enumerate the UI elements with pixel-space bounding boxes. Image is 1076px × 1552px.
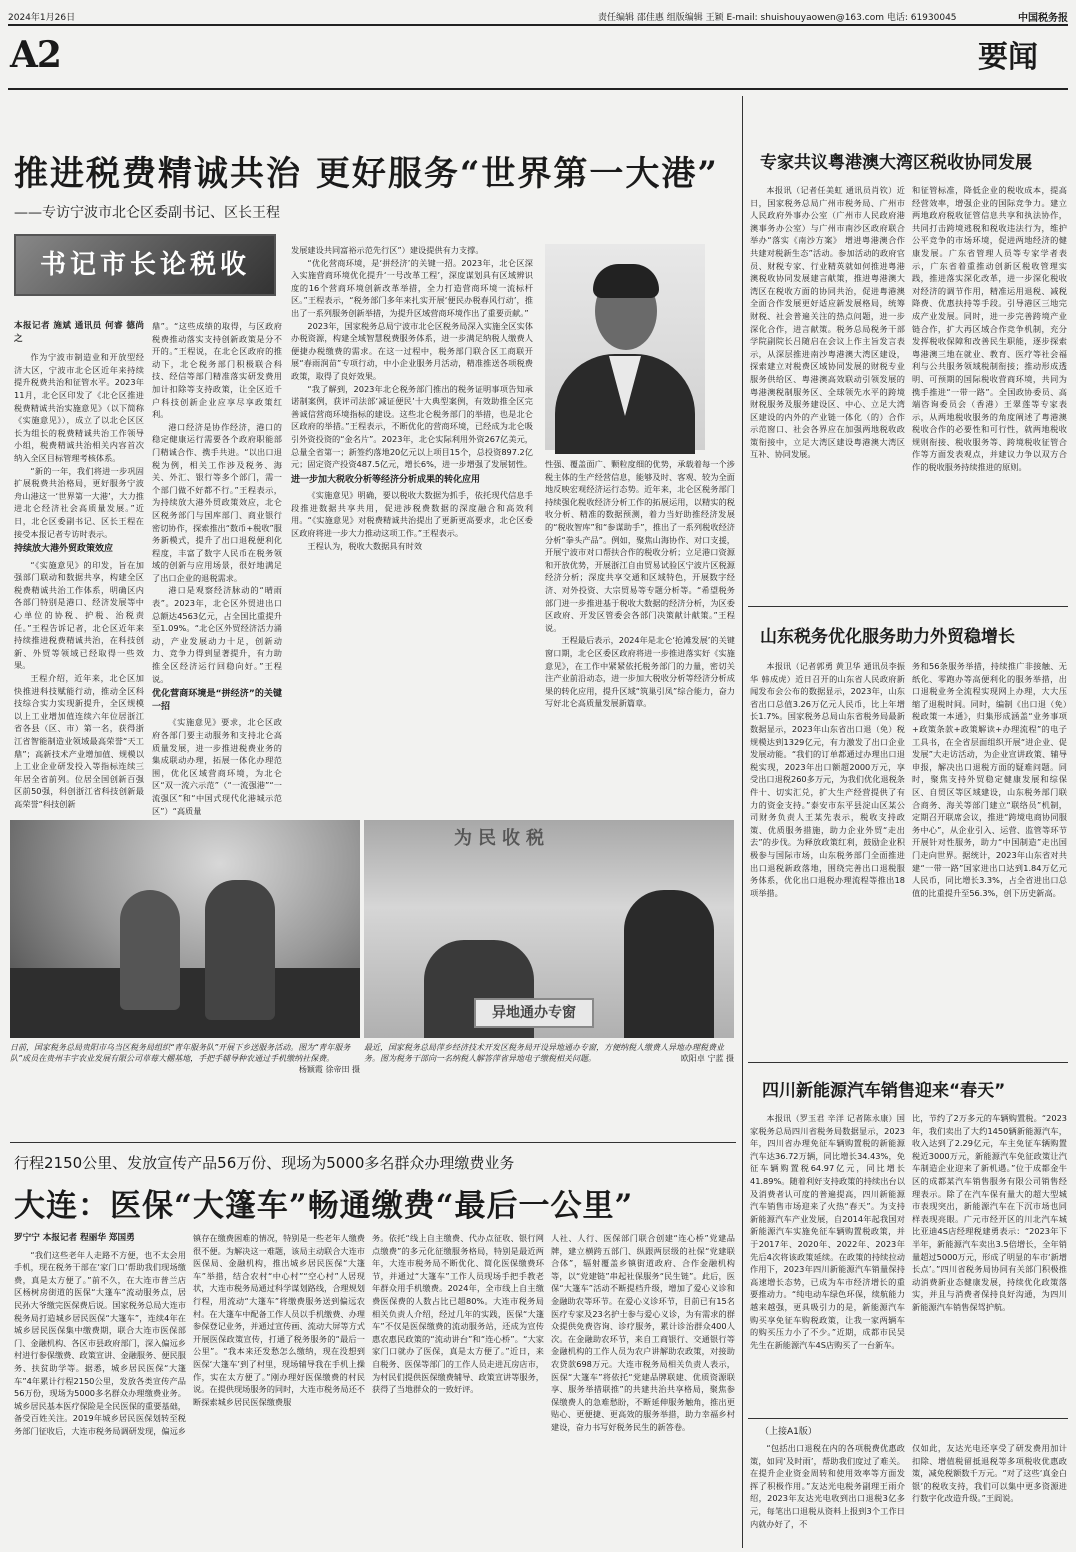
- article-shandong-col2: [912, 660, 1067, 1056]
- caption-right-text: 最近，国家税务总局萍乡经济技术开发区税务局开设异地通办专窗，方便纳税人缴费人异地办理税费业务。图为税务干部向一名纳税人解答萍省异地电子缴税相关问题。: [364, 1043, 724, 1063]
- editor-info: 责任编辑 邵佳惠 组版编辑 王颖 E-mail: shuishouyaowen@163.com 电话: 61930045: [598, 13, 957, 23]
- article-bay-area-headline: 专家共议粤港澳大湾区税收协同发展: [760, 153, 1032, 173]
- lead-paragraph: 港口经济是协作经济，港口的稳定健康运行需要各个政府职能部门精诚合作、携手共进。“以出口退税为例，相关工作涉及税务、海关、外汇、银行等多个部门，需一个部门做不好都不行。”王程表示，为持续放大港外贸政策效应，北仑区税务部门与国库部门、商业银行密切协作，探索推出“数币+税收”服务新模式，提升了出口退税便利化程度，丰富了数字人民币在税务领域的创新与应用场景，很好地满足了出口企业的退税需求。: [152, 421, 282, 583]
- article-paragraph: 本报讯（罗玉君 辛洋 记者陈永康）国家税务总局四川省税务局数据显示，2023年，四川省办理免征车辆购置税的新能源汽车达36.72万辆，同比增长34.43%，免征车辆购置税64.97亿元，同比增长41.89%。随着利好支持政策的持续出台以及消费者认可度的普遍提高，四川新能源汽车销售市场迎来了火热“春天”。为支持新能源汽车产业发展，自2014年起我国对新能源汽车实施免征车辆购置税政策，并于2017年、2020年、2022年、2023年先后4次将该政策延续。在政策的持续拉动作用下，2023年四川新能源汽车销量保持高速增长态势，已成为车市经济增长的重要推动力。“纯电动车绿色环保，续航能力越来越强，更具吸引力的是，新能源汽车购买享免征车购税政策，让我一家两辆车的购买压力小了不少。”近期，成都市民吴先生在新能源汽车4S店购买了一台新车。: [750, 1113, 905, 1350]
- article-paragraph: 人社、人行、医保部门联合创建“连心桥”党建品牌，建立横跨五部门、纵跟两层级的社保“党建联合体”，辐射覆盖乡镇街道政府、合作金融机构等，以“党建链”串起社保服务“民生链”。此后，医保“大篷车”活动不断提档升级，增加了爱心义诊和金融助农等环节。在爱心义诊环节，目前已有15名医疗专家及23名护士参与爱心义诊，为有需求的群众提供免费咨询、诊疗服务，累计诊治群众400人次。在金融助农环节，来自工商银行、交通银行等金融机构的工作人员为农户讲解助农政策，对接助农贷款698万元。大连市税务局相关负责人表示，医保“大篷车”将依托“党建品牌联建、优质资源联享、服务举措联推”的共建共治共享格局，聚焦参保缴费人的急难愁盼，不断延伸服务触角，推出更贴心、更便捷、更高效的服务举措，助力幸福乡村建设，奋力书写好税务民生的新答卷。: [551, 1233, 735, 1432]
- caption-left-text: 日前，国家税务总局贵阳市乌当区税务局组织“青年服务队”开展下乡送服务活动。图为“青年服务队”成员在贵州丰宇农业发展有限公司草莓大棚基地，手把手辅导种农通过手机缴纳社保费。: [10, 1043, 351, 1063]
- lead-paragraph: 王程最后表示，2024年是北仑‘抢滩发展’的关键窗口期，北仑区委区政府将进一步推进落实好《实施意见》，在工作中紧紧依托税务部门的力量，密切关注产业前沿动态，进一步加大税收分析等经济分析成果的转化应用，提升区域“筑巢引凤”综合能力，奋力写好北仑高质量发展新篇章。: [545, 635, 735, 709]
- portrait-hair: [593, 264, 659, 298]
- article-paragraph: 和征管标准，降低企业的税收成本，提高经营效率，增强企业的国际竞争力。建立两地政府税收征管信息共享和执法协作，共同打击跨境逃税和税收违法行为，维护公平竞争的市场环境，促进两地经济的健康发展。广东省管理人员等专家学者表示，广东省着重推动创新区税收管理实践，推进落实深化改革，进一步深化税收对经济的调节作用，精准运用退税、减税降费、优惠扶持等手段。引导港区三地完成产业发展。同时，进一步完善跨境产业链合作，扩大再区域合作竞争机制，充分发挥税收保障和改善民生职能，逐步探索粤港澳三地在就业、教育、医疗等社会福利与公共服务领域税制衔接；推动形成透明、可预期的国际税收营商环境，共同为携手推进“一带一路”。全国政协委员、高端咨询委员会（香港）王翠莲等专家表示，从两地税收服务的角度阐述了粤港澳税收合作的必要性和可行性，就两地税收规则衔接、税收服务等、跨境税收征管合作等方面发表观点，并建议力争以双方合作的税收服务持续推进的原则。: [912, 185, 1067, 473]
- photo-greenhouse-officer: [120, 890, 180, 1010]
- article-paragraph: 仅如此，友达光电还享受了研发费用加计扣除、增值税留抵退税等多项税收优惠政策，减免税额数千万元。“对了这些‘真金白银’的税收支持，我们可以集中更多资源进行数字化改造升级。”王阎说。: [912, 1443, 1067, 1504]
- article-shandong-headline: 山东税务优化服务助力外贸稳增长: [760, 627, 1015, 647]
- dalian-byline: 罗宁宁 本报记者 程丽华 郑国勇: [14, 1233, 135, 1243]
- lead-paragraph: 王程介绍，近年来，北仑区加快推进科技赋能行动，推动全区科技综合实力实现新提升，全区规模以上工业增加值连续六年位居浙江省各县（区、市）第一名，获得浙江省智能制造业领域最高荣誉“天工鼎”；高新技术产业增加值、规模以上工业企业研发投入等指标连续三年居全省前列。位居全国创新百强区前50强，科创浙江省科技创新最高荣誉“科技创新: [14, 673, 144, 809]
- lead-paragraph: 发展建设共同富裕示范先行区”）建设提供有力支撑。: [291, 245, 484, 255]
- lead-paragraph: 王程认为，税收大数据具有时效: [307, 540, 423, 551]
- article-paragraph: “我们这些老年人走路不方便，也不太会用手机，现在税务干部在‘家门口’帮助我们现场缴费，真是太方便了。”前不久，在大连市普兰店区杨树房街道的医保“大篷车”流动服务点，居民孙大爷缴完医保费后说。国家税务总局大连市税务局打造城乡居民医保“大篷车”，连续4年在城乡居民医保集中缴费期，联合大连市医保部门、金融机构、各区市县政府部门，深入偏远乡村进行参保缴费、政策宣讲、金融服务、便民服务、扶贫助学等。据悉，城乡居民医保“大篷车”4年累计行程2150公里，发放各类宣传产品56万份，现场为5000多名群众办理缴费业务。城乡居民基本医疗保险是全民医保的重要基础，备受百姓关注。2019年城乡居民医保划转至税务部门征收后，大连市税务局调研发现，偏远乡: [14, 1249, 186, 1436]
- continued-label: （上接A1版）: [760, 1427, 817, 1437]
- top-rule: [8, 24, 1068, 26]
- photo-window-sign: 异地通办专窗: [474, 998, 594, 1028]
- article-paragraph: 务和56条服务举措，持续推广非接触、无纸化、零跑办等高便利化的服务举措，出口退税业务全流程实现网上办理，大大压缩了退税时间。同时，编制《出口退（免）税政策一本通》，归集形成涵盖“业务事项+政策条款+政策解读+办理流程”的电子工具书，在全省层面组织开展“进企业、促发展”大走访活动，为企业宣讲政策、辅导申报，解决出口退税方面的疑难问题。同时，聚焦支持外贸稳定健康发展和综保区、自贸区等区域建设，山东税务部门联合商务、海关等部门建立“联络员”机制，定期召开联席会议，推进“跨境电商协同服务中心”，从企业引入、运营、监管等环节开展针对性服务，助力“中国制造”走出国门走向世界。据统计，2023年山东省对共建“一带一路”国家进出口达到1.84万亿元人民币，同比增长3.3%，占全省进出口总值的比重提升至56.3%，创下历史新高。: [912, 661, 1067, 898]
- lead-paragraph: 性强、覆盖面广、颗粒度细的优势，承载着每一个涉税主体的生产经营信息，能够及时、客观、较为全面地反映宏观经济运行态势。近年来，北仑区税务部门持续强化税收经济分析工作的拓展运用，以精实的税收分析、精准的数据预测，着力当好助推经济发展的“税收智库”和“参谋助手”，推出了一系列税收经济分析“拳头产品”。例如，聚焦山海协作、对口支援，开展宁波市对口帮扶合作的税收分析；立足港口资源和开放优势，开展浙江自由贸易试验区宁波片区税源经济分析；深度共享交通和区域特色，开展数字经济、对外投资、大宗贸易等专题分析等。“希望税务部门进一步推进基于税收大数据的经济分析，为区委区政府、开发区管委会各部门决策献计献策。”王程说。: [545, 459, 735, 633]
- lead-subheadline: ——专访宁波市北仑区委副书记、区长王程: [14, 205, 280, 221]
- lead-headline: 推进税费精诚共治 更好服务“世界第一大港”: [14, 154, 719, 194]
- lead-paragraph: “优化营商环境，是‘拼经济’的关键一招。2023年，北仑区深入实施营商环境优化提升‘一号改革工程’，深度谋划具有区域辨识度的16个营商环境创新改革举措，全力打造营商环境一流标杆区。”王程表示，“税务部门多年来扎实开展‘便民办税春风行动’，推出了一系列服务创新举措，为提升区域营商环境作出了重要贡献。”: [291, 257, 533, 318]
- lead-paragraph: “我了解到，2023年北仑税务部门推出的税务证明事项告知承诺制案例，获评司法部‘减证便民’十大典型案例，有效助推全区完善诚信营商环境指标的建设。这些北仑税务部门的举措，也是北仑区政府的举措。”王程表示，不断优化的营商环境，已经成为北仑吸引外资投资的“金名片”。2023年，北仑实际利用外资267亿美元，总量全省第一；新签约落地20亿元以上项目15个，总投资897.2亿元；固定资产投资487.5亿元，增长6%，进一步增强了发展韧性。: [291, 383, 533, 470]
- caption-left: [10, 1042, 360, 1086]
- lead-subhead: 进一步加大税收分析等经济分析成果的转化应用: [291, 474, 481, 485]
- lead-column-4: [545, 458, 735, 797]
- lead-paragraph: 2023年，国家税务总局宁波市北仑区税务局深入实施全区实体办税资源，构建全域智慧税费服务体系，进一步满足纳税人缴费人便捷办税缴费的需求。在这一过程中，税务部门联合区工商联开展“春雨润苗”专项行动，中小企业服务月活动，精准推送各项税费政策，取得了良好效果。: [291, 320, 533, 381]
- dalian-headline: 大连：医保“大篷车”畅通缴费“最后一公里”: [14, 1188, 634, 1224]
- lead-paragraph: 作为宁波市制造业和开放型经济大区，宁波市北仑区近年来持续提升税费共治和征管水平。2023年11月，北仑区印发了《北仑区推进税费精诚共治实施意见》（以下简称《实施意见》），成立了以北仑区区长为组长的税费精诚共治工作领导小组，税费精诚共治相关内容首次纳入全区目标管理考核体系。: [14, 352, 144, 463]
- article-paragraph: 比，节约了2万多元的车辆购置税。“2023年，我们卖出了大约1450辆新能源汽车，收入达到了2.29亿元，车主免征车辆购置税近3000万元，新能源汽车免征政策让汽车制造企业迎来了新机遇。”位于成都金牛区的成都某汽车销售服务有限公司销售经理表示。除了在汽车保有量大的超大型城市表现突出，新能源汽车在下沉市场也同样表现亮眼。广元市经开区的川北汽车城比亚迪4S店经理税建勇表示：“2023年下半年，新能源汽车卖出3.5倍增长，全年销量超过5000万元，形成了明显的车市‘新增长点’。”四川省税务局协同有关部门积极推动消费新业态健康发展，持续优化政策落实，并且与消费者保持良好沟通，为四川新能源汽车销售保驾护航。: [912, 1113, 1067, 1312]
- photo-sign-text: 为民收税: [454, 828, 550, 849]
- caption-right-credit: 欧阳卓 宁蓝 摄: [680, 1054, 734, 1063]
- photo-service-counter: [364, 820, 734, 1038]
- dalian-col4: [551, 1232, 735, 1548]
- lead-column-1: [14, 320, 144, 809]
- column-banner: 书记市长论税收: [14, 234, 276, 296]
- photo-greenhouse: [10, 820, 360, 1038]
- right-column-divider: [742, 96, 743, 1548]
- article-paragraph: 本报讯（记者郭勇 黄卫华 通讯员李振华 韩成虎）近日召开的山东省人民政府新闻发布会公布的数据显示，2023年，山东省出口总值3.26万亿元人民币，比上年增长1.7%。国家税务总局山东省税务局最新数据显示，2023年山东省出口退（免）税规模达到1329亿元，有力激发了出口企业发展动能。“我们的订单都通过办理出口退税实现，2023年出口额超2000万元，享受出口退税260多万元，为我们优化退税条件十、切实汇兑，扩大生产经营提供了有力的资金支持。”泰安市东平县淀山区某公司财务负责人王某先表示，税收支持政策、优质服务措施，助力企业外贸“走出去”的步伐。为释放政策红利，鼓励企业积极参与国际市场，山东税务部门全面推进出口退税新政落地，围绕完善出口退税服务体系，优化出口退税办理流程等推出18项举措。: [750, 661, 905, 898]
- lead-column-2: [152, 320, 282, 816]
- dalian-col2: [193, 1232, 365, 1548]
- lead-paragraph: “新的一年，我们将进一步巩固扩展税费共治格局，更好服务宁波舟山港这一‘世界第一大港’，大力推进北仑经济社会高质量发展。”近日，北仑区委副书记、区长王程在接受本报记者专访时表示。: [14, 465, 144, 539]
- article-shandong-col1: [750, 660, 905, 1056]
- paper-name: 中国税务报: [1018, 13, 1068, 24]
- divider-1: [748, 606, 1068, 607]
- lead-paragraph: 港口是观察经济脉动的“晴雨表”。2023年，北仑区外贸进出口总额达4563亿元，占全国比重提升至1.09%。“北仑区外贸经济活力涌动，产业发展动力十足，创新动力、竞争力得到显著提升，有力助推全区经济运行回稳向好。”王程说。: [152, 585, 282, 684]
- article-sichuan-col1: [750, 1112, 905, 1412]
- section-title: 要闻: [978, 40, 1038, 75]
- issue-date: 2024年1月26日: [8, 13, 76, 23]
- lead-subhead: 持续放大港外贸政策效应: [14, 544, 114, 555]
- lead-paragraph: 《实施意见》要求，北仑区政府各部门要主动服务和支持北仑高质量发展，进一步推进税费业务的集成联动办理，拓展一体化办理范围，优化区域营商环境，为北仑区“双一流六示范”（“一流强港”“一流强区”和“中国式现代化港城示范区”）“高质量: [152, 717, 282, 816]
- masthead-bar: [8, 6, 1068, 24]
- article-sichuan-col2: [912, 1112, 1067, 1412]
- section-rule: [8, 88, 1068, 90]
- lead-byline: 本报记者 施斌 通讯员 何睿 德尚之: [14, 321, 144, 344]
- lead-paragraph: “《实施意见》的印发，旨在加强部门联动和数据共享，构建全区税费精诚共治工作体系，明确区内各部门特别是港口、经济发展等中心单位的协税、护税、治税责任。”王程告诉记者，北仑区近年来持续推进税费精诚共治，在科技创新、外贸等领域已经取得一些效果。: [14, 559, 144, 671]
- lead-subhead: 优化营商环境是“拼经济”的关键一招: [152, 689, 282, 712]
- continued-col2: [912, 1442, 1067, 1546]
- lead-column-3: [291, 244, 533, 797]
- photo-greenhouse-farmer: [205, 880, 275, 1020]
- article-paragraph: 镇存在缴费困难的情况，特别是一些老年人缴费很不便。为解决这一难题，该局主动联合大连市医保局、金融机构，推出城乡居民医保“大篷车”举措，结合农村“中心村”“空心村”人居现状，大连市税务局通过科学谋划路线，合理规划行程，用流动“大篷车”将缴费服务送到偏远农村。在大篷车中配备工作人员以手机缴费、办理参保登记业务，并通过宣传画、流动大屏等方式开展医保政策宣传，打通了税务服务的“最后一公里”。“我本来还发愁怎么缴纳，现在没想到医保‘大篷车’到了村里，现场辅导我在手机上操作，实在太方便了。”刚办理好医保缴费的村民说。在提供现场服务的同时，大连市税务局还不断探索城乡居民医保缴费服: [193, 1233, 365, 1407]
- dalian-pre-headline: 行程2150公里、发放宣传产品56万份、现场为5000多名群众办理缴费业务: [14, 1154, 515, 1172]
- article-paragraph: “包括出口退税在内的各项税费优惠政策，如同‘及时雨’，帮助我们度过了难关。在提升企业资金周转和使用效率等方面发挥了积极作用。”友达光电税务副理王雨介绍，2023年友达光电收到出口退税3亿多元，每笔出口退税从资料上报到3个工作日内就办好了，不: [750, 1443, 905, 1529]
- page-number: A2: [10, 34, 61, 76]
- caption-right: [364, 1042, 734, 1086]
- portrait-photo: [545, 244, 705, 450]
- photo-customer: [624, 890, 714, 1038]
- dalian-col1: [14, 1232, 186, 1548]
- lead-paragraph: 鼎”。“这些成绩的取得，与区政府税费推动落实支持创新政策是分不开的。”王程说，在北仑区政府的推动下，北仑税务部门积极联合科技、经信等部门精准落实研发费用加计扣除等支持政策，让全区近千户科技创新企业应享尽享政策红利。: [152, 321, 282, 420]
- divider-dalian: [10, 1142, 736, 1143]
- caption-left-credit: 杨颖霞 徐帝田 摄: [298, 1065, 360, 1074]
- article-bay-area-col2: [912, 184, 1067, 600]
- divider-2: [748, 1062, 1068, 1063]
- article-sichuan-headline: 四川新能源汽车销售迎来“春天”: [762, 1081, 1006, 1101]
- photo-greenhouse-plants: [10, 968, 360, 1038]
- article-paragraph: 本报讯（记者任美虹 通讯员肖钦）近日，国家税务总局广州市税务局、广州市人民政府外事办公室（广州市人民政府港澳事务办公室）与广州市南沙区政府联合举办“落实《南沙方案》 增进粤港澳合作 共建对税新生态”活动。参加活动的政府官员、财税专家、行业精英就如何推进粤港澳税收协同发展建言献策，推进粤港澳大湾区在税收方面的协同共治，促进粤港澳全面合作发展更好适应新发展格局，统筹财税、社会普遍关注的热点问题，进一步深化合作，进言献策。税务总局税务干部学院副院长吕随启在会议上作主旨发言表示，从深层推进南沙粤港澳大湾区建设，探索建立对税费区域协同发展的财税专业服务供给区、粤港澳高效联动引领发展的粤港澳税制服务区、全球领先水平的跨境财税服务及服务建设区、中心、立足大湾区建设的内外的产业链一体化（的）合作示范窗口、社会各界应在加强两地税收政策衔接中，立足大湾区建设粤港澳大湾区互补、协同发展。: [750, 185, 905, 460]
- dalian-col3: [372, 1232, 544, 1548]
- article-paragraph: 务。依托“线上自主缴费、代办点征收、银行网点缴费”的多元化征缴服务格局，特别是最近两年，大连市税务局不断优化、简化医保缴费环节，并通过“大篷车”工作人员现场手把手教老年群众用手机缴费。2024年，全市线上自主缴费医保费的人数占比已超80%。大连市税务局相关负责人介绍，经过几年的实践，医保“大篷车”不仅是医保缴费的流动服务站，还成为宣传惠农惠民政策的“流动讲台”和“连心桥”。“大家家门口就办了医保，真是太方便了。”近日，来自税务、医保等部门的工作人员走进瓦房店市，为村民们提供医保缴费辅导、政策宣讲等服务，获得了当地群众的一致好评。: [372, 1233, 544, 1395]
- continued-col1: [750, 1442, 905, 1546]
- article-bay-area-col1: [750, 184, 905, 600]
- divider-3: [748, 1418, 1068, 1419]
- lead-paragraph: 《实施意见》明确，要以税收大数据为抓手，依托现代信息手段推进数据共享共用，促进涉税费数据的深度融合和高效利用。“《实施意见》对税费精诚共治提出了更新更高要求，北仑区委区政府将进一步大力推动这项工作。”王程表示。: [291, 490, 533, 539]
